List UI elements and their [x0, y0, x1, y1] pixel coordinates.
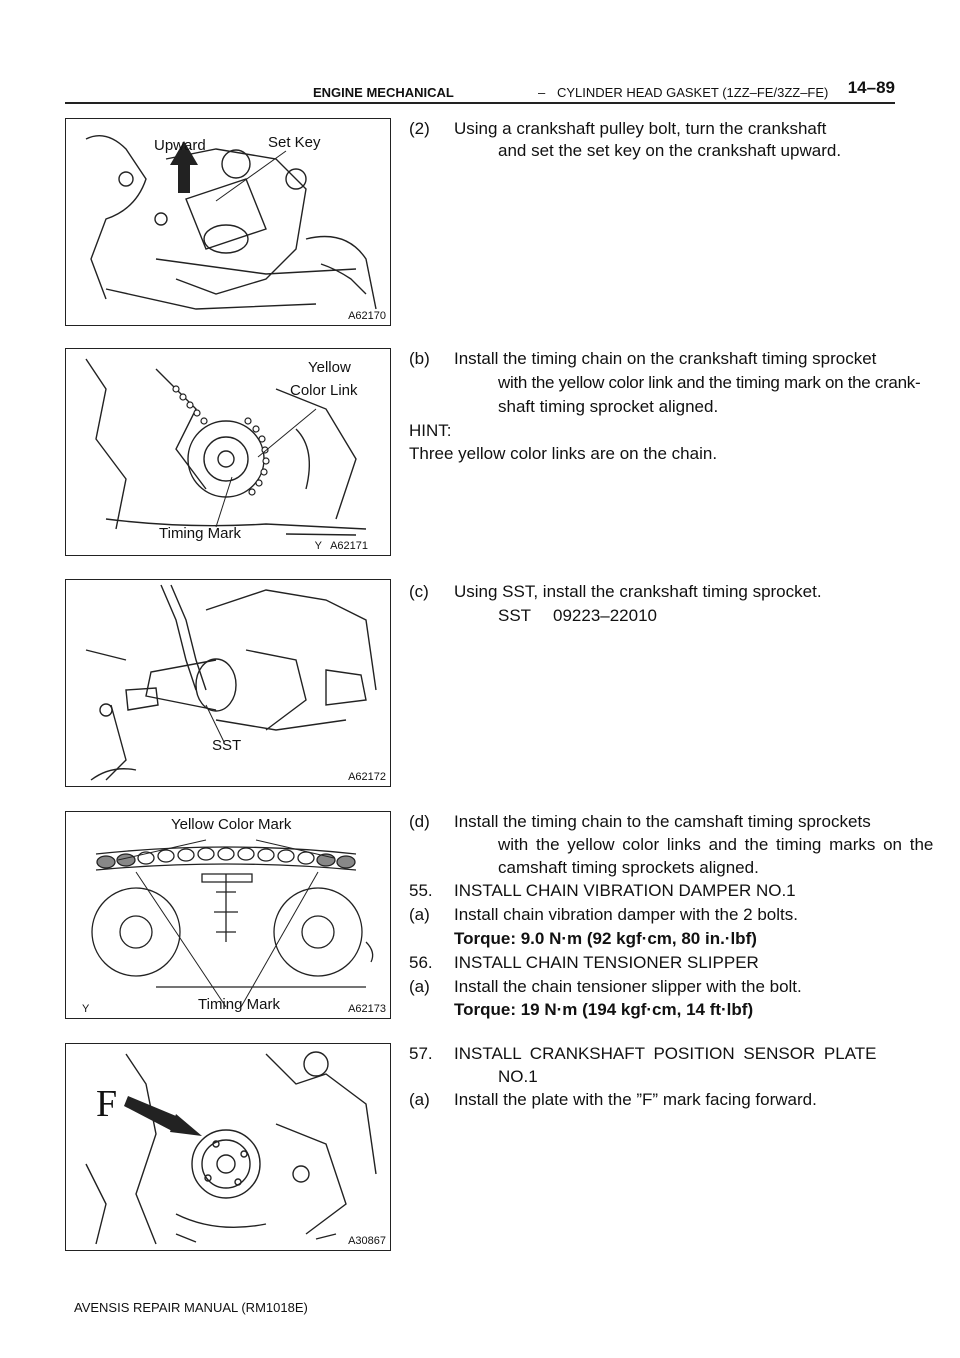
label-yellow: Yellow: [308, 359, 351, 376]
step-57a-number: (a): [409, 1090, 430, 1109]
label-timing-mark: Timing Mark: [159, 525, 241, 542]
figure-f-mark: [65, 1043, 391, 1251]
header-rule: [65, 102, 895, 104]
step-d-number: (d): [409, 812, 430, 831]
footer-manual-title: AVENSIS REPAIR MANUAL (RM1018E): [74, 1300, 308, 1315]
step-56-title: INSTALL CHAIN TENSIONER SLIPPER: [454, 953, 759, 972]
step-56a-text: Install the chain tensioner slipper with the bolt.: [454, 977, 802, 996]
header-subsection: CYLINDER HEAD GASKET (1ZZ–FE/3ZZ–FE): [557, 85, 829, 100]
step-57-title-line-2: NO.1: [498, 1067, 538, 1086]
step-d-line-1: Install the timing chain to the camshaft timing sprockets: [454, 812, 871, 831]
step-56a-torque: Torque: 19 N·m (194 kgf·cm, 14 ft·lbf): [454, 1000, 754, 1019]
page-number: 14–89: [847, 78, 895, 97]
step-55-title: INSTALL CHAIN VIBRATION DAMPER NO.1: [454, 881, 796, 900]
step-b-number: (b): [409, 349, 430, 368]
header-dash: –: [538, 85, 546, 100]
crankshaft-set-key-illustration: [66, 119, 390, 325]
label-sst: SST: [212, 737, 242, 754]
step-56a-number: (a): [409, 977, 430, 996]
label-yellow-color-mark: Yellow Color Mark: [171, 816, 292, 833]
step-57-title-line-1: INSTALL CRANKSHAFT POSITION SENSOR PLATE: [454, 1044, 877, 1063]
figure-set-key: [65, 118, 391, 326]
step-55a-torque: Torque: 9.0 N·m (92 kgf·cm, 80 in.·lbf): [454, 929, 757, 948]
figure-yellow-color-mark: [65, 811, 391, 1019]
step-c-line: Using SST, install the crankshaft timing sprocket.: [454, 582, 822, 601]
header-section: ENGINE MECHANICAL: [313, 85, 454, 100]
hint-text: Three yellow color links are on the chain.: [409, 444, 718, 463]
upward-arrow-shaft: [178, 161, 190, 193]
sensor-plate-illustration: [66, 1044, 390, 1250]
step-2-line-2: and set the set key on the crankshaft upward.: [498, 141, 842, 160]
step-2-number: (2): [409, 119, 430, 138]
figure-code: A62171: [330, 540, 368, 552]
step-c-number: (c): [409, 582, 429, 601]
step-57a-text: Install the plate with the ”F” mark facing forward.: [454, 1090, 817, 1109]
figure-code: A62170: [348, 310, 386, 322]
step-55a-text: Install chain vibration damper with the 2 bolts.: [454, 905, 798, 924]
step-56-number: 56.: [409, 953, 433, 972]
step-d-line-3: camshaft timing sprockets aligned.: [498, 858, 759, 877]
figure-sst: [65, 579, 391, 787]
step-b-line-1: Install the timing chain on the crankshaft timing sprocket: [454, 349, 877, 368]
hint-title: HINT:: [409, 421, 452, 440]
label-f-mark: F: [96, 1083, 118, 1125]
figure-code: A62173: [348, 1003, 386, 1015]
sst-number: 09223–22010: [553, 606, 658, 625]
figure-y-mark: Y: [82, 1003, 90, 1015]
figure-code: A62172: [348, 771, 386, 783]
camshaft-timing-marks-illustration: [66, 812, 390, 1018]
step-b-line-2: with the yellow color link and the timing mark on the crank-: [498, 373, 921, 392]
step-55-number: 55.: [409, 881, 433, 900]
step-55a-number: (a): [409, 905, 430, 924]
step-57-number: 57.: [409, 1044, 433, 1063]
figure-code: A30867: [348, 1235, 386, 1247]
sst-label: SST: [498, 606, 532, 625]
figure-yellow-color-link: [65, 348, 391, 556]
label-set-key: Set Key: [268, 134, 321, 151]
figure-y-mark: Y: [314, 540, 322, 552]
label-timing-mark: Timing Mark: [198, 996, 280, 1013]
step-2-line-1: Using a crankshaft pulley bolt, turn the crankshaft: [454, 119, 827, 138]
step-d-line-2: with the yellow color links and the timing marks on the: [498, 835, 934, 854]
label-color-link: Color Link: [290, 382, 358, 399]
step-b-line-3: shaft timing sprocket aligned.: [498, 397, 719, 416]
sst-install-illustration: [66, 580, 390, 786]
label-upward: Upward: [154, 137, 206, 154]
